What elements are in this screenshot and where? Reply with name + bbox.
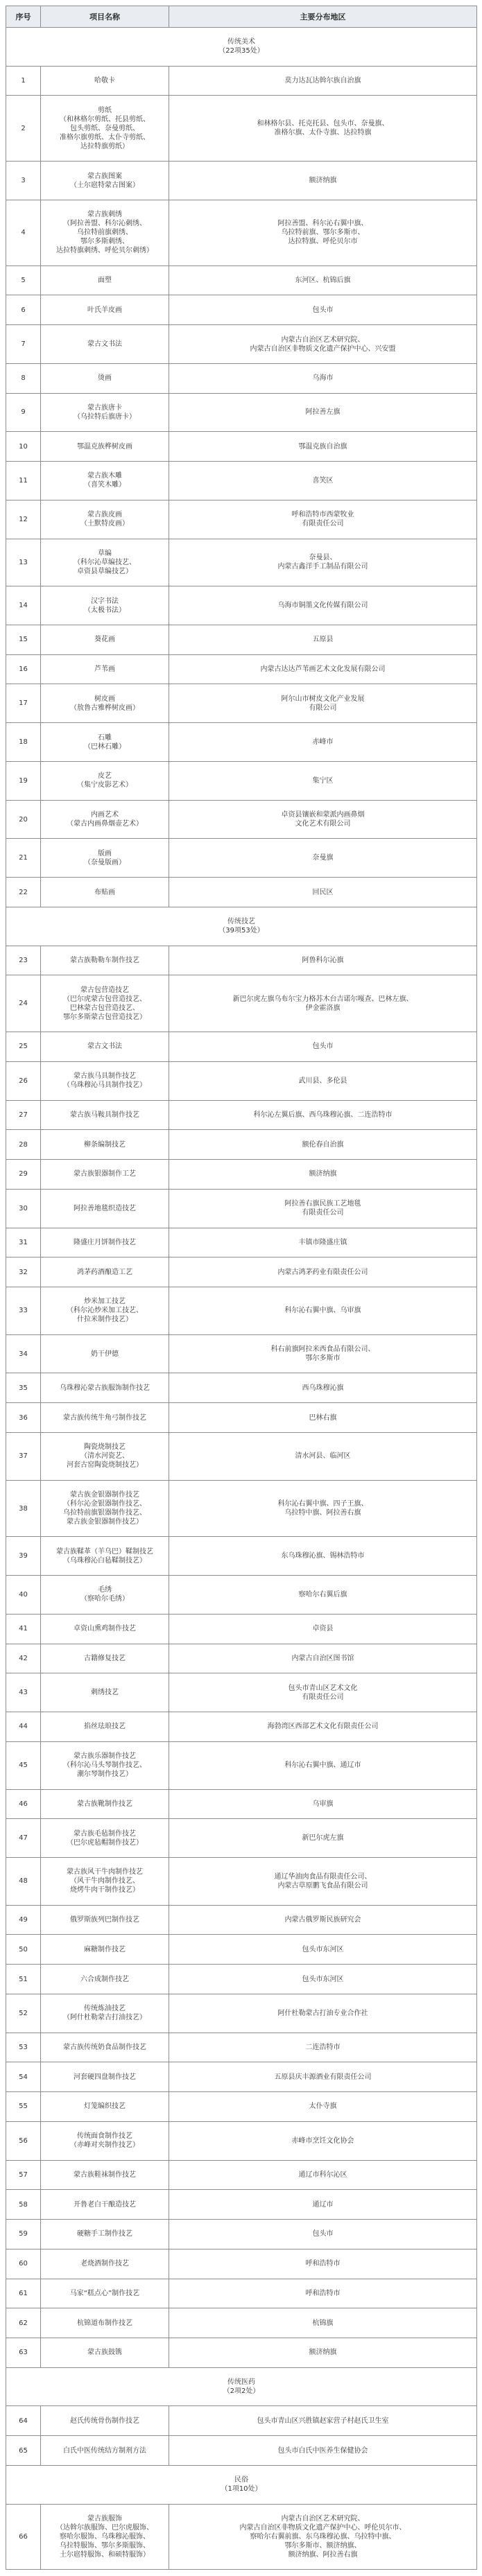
table-row (6, 2190, 477, 2220)
table-row (6, 1857, 477, 1905)
item-name: 蒙古族银器制作工艺 (41, 1160, 169, 1190)
category-name: 传统美术 (227, 38, 255, 46)
item-name: 毛绣 （察哈尔毛绣） (41, 1576, 169, 1615)
distribution-area: 察哈尔右翼后旗 (169, 1576, 477, 1615)
item-number: 28 (6, 1130, 41, 1160)
item-name: 蒙古族靴制作技艺 (41, 1789, 169, 1819)
distribution-area: 内蒙古自治区艺术研究院、 内蒙古自治区非物质文化遗产保护中心、呼伦贝尔市、 察哈尔右翼前旗、东乌珠穆沁旗、乌拉特中旗、 鄂尔多斯市、额济纳旗、 额济纳旗、阿拉善右旗 (169, 2504, 477, 2570)
distribution-area: 通辽华油肉食品有限责任公司、 内蒙古草原鹏飞食品有限公司 (169, 1857, 477, 1905)
item-number: 10 (6, 432, 41, 462)
item-name: 蒙古族鞋袜制作技艺 (41, 2160, 169, 2190)
item-number: 9 (6, 393, 41, 432)
item-number: 59 (6, 2220, 41, 2249)
item-name: 蒙古族图案 （土尔扈特蒙古图案） (41, 162, 169, 200)
item-number: 6 (6, 295, 41, 325)
item-number: 36 (6, 1403, 41, 1433)
distribution-area: 奈曼旗 (169, 839, 477, 878)
item-number: 29 (6, 1160, 41, 1190)
item-name: 刺绣技艺 (41, 1673, 169, 1712)
table-row (6, 1257, 477, 1287)
item-number: 64 (6, 2406, 41, 2436)
item-number: 60 (6, 2249, 41, 2279)
item-name: 树皮画 （敖鲁古雅桦树皮画） (41, 684, 169, 723)
category-name: 传统技艺 (227, 918, 255, 926)
table-row (6, 2062, 477, 2092)
item-number: 35 (6, 1373, 41, 1403)
header-row (6, 6, 477, 28)
item-number: 24 (6, 975, 41, 1032)
distribution-area: 喜笑区 (169, 462, 477, 501)
item-number: 20 (6, 800, 41, 839)
table-row (6, 1032, 477, 1062)
distribution-area: 额济纳旗 (169, 162, 477, 200)
item-number: 54 (6, 2062, 41, 2092)
table-header (6, 6, 477, 28)
item-name: 皮艺 （集宁皮影艺术） (41, 761, 169, 800)
table-row (6, 2220, 477, 2249)
distribution-area: 包头市白氏中医养生保健协会 (169, 2436, 477, 2466)
table-row (6, 1432, 477, 1480)
item-number: 21 (6, 839, 41, 878)
item-name: 蒙古族风干牛肉制作技艺 （风干牛肉制作技艺、 烧烤牛肉干制作技艺） (41, 1857, 169, 1905)
item-name: 烫画 (41, 363, 169, 393)
category-cell (6, 2465, 477, 2504)
item-name: 汉字书法 （太极书法） (41, 586, 169, 625)
item-name: 蒙古族鼓镌 (41, 2338, 169, 2368)
distribution-area: 新巴尔虎左旗 (169, 1819, 477, 1858)
distribution-area: 莫力达瓦达斡尔族自治旗 (169, 66, 477, 96)
item-name: 蒙古族马鞍具制作技艺 (41, 1100, 169, 1130)
item-number: 27 (6, 1100, 41, 1130)
distribution-area: 包头市青山区艺术文化 有限责任公司 (169, 1673, 477, 1712)
item-name: 面塑 (41, 266, 169, 295)
item-number: 25 (6, 1032, 41, 1062)
table-row (6, 2160, 477, 2190)
distribution-area: 内蒙古达达芦苇画艺术文化发展有限公司 (169, 654, 477, 684)
item-name: 鸿茅药酒酿造工艺 (41, 1257, 169, 1287)
item-number: 30 (6, 1189, 41, 1228)
item-number: 44 (6, 1712, 41, 1742)
item-number: 23 (6, 946, 41, 975)
item-number: 12 (6, 500, 41, 539)
item-name: 叶氏羊皮画 (41, 295, 169, 325)
item-number: 11 (6, 462, 41, 501)
category-row (6, 28, 477, 67)
distribution-area: 阿拉善左旗 (169, 393, 477, 432)
item-number: 16 (6, 654, 41, 684)
item-name: 蒙古族刺绣 （阿拉善盟、科尔沁刺绣、 乌拉特前旗刺绣、 鄂尔多斯刺绣、 达拉特旗刺绣、呼伦贝尔刺绣） (41, 200, 169, 266)
distribution-area: 乌海市铜墨文化传媒有限公司 (169, 586, 477, 625)
item-number: 45 (6, 1741, 41, 1789)
item-number: 19 (6, 761, 41, 800)
distribution-area: 杭锦旗 (169, 2308, 477, 2338)
table-row (6, 325, 477, 364)
item-name: 白氏中医传统结方制剂方法 (41, 2436, 169, 2466)
distribution-area: 呼和浩特市 (169, 2249, 477, 2279)
distribution-area: 巴林右旗 (169, 1403, 477, 1433)
category-cell (6, 907, 477, 946)
table-row (6, 1819, 477, 1858)
item-name: 开鲁老白干酿造技艺 (41, 2190, 169, 2220)
table-row (6, 539, 477, 586)
category-name: 民俗 (234, 2476, 248, 2484)
table-row (6, 2308, 477, 2338)
table-row (6, 1905, 477, 1935)
item-name: 蒙古族勒勒车制作技艺 (41, 946, 169, 975)
table-row (6, 1334, 477, 1373)
table-row (6, 975, 477, 1032)
item-number: 18 (6, 723, 41, 762)
item-name: 隆盛庄月饼制作技艺 (41, 1228, 169, 1257)
item-name: 蒙古族毛毡制作技艺 （巴尔虎毡帽制作技艺） (41, 1819, 169, 1858)
table-row (6, 1673, 477, 1712)
table-row (6, 586, 477, 625)
category-row (6, 2367, 477, 2406)
table-row (6, 1994, 477, 2033)
table-row (6, 1576, 477, 1615)
table-row (6, 761, 477, 800)
distribution-area: 鄂温克族自治旗 (169, 432, 477, 462)
item-name: 蒙古族皮画 （土默特皮画） (41, 500, 169, 539)
table-row (6, 625, 477, 655)
distribution-area: 阿尔山市树皮文化产业发展 有限公司 (169, 684, 477, 723)
distribution-area: 东乌珠穆沁旗、锡林浩特市 (169, 1537, 477, 1576)
item-number: 39 (6, 1537, 41, 1576)
item-number: 38 (6, 1480, 41, 1537)
item-name: 草编 （科尔沁草编技艺、 卓资县草编技艺） (41, 539, 169, 586)
table-row (6, 200, 477, 266)
distribution-area: 西乌珠穆沁旗 (169, 1373, 477, 1403)
table-row (6, 878, 477, 907)
item-name: 六合成制作技艺 (41, 1965, 169, 1994)
table-row (6, 1403, 477, 1433)
item-name: 蒙古族木雕 （喜笑木雕） (41, 462, 169, 501)
distribution-area: 海勃湾区西部艺术文化有限责任公司 (169, 1712, 477, 1742)
distribution-area: 武川县、多伦县 (169, 1061, 477, 1100)
table-row (6, 295, 477, 325)
item-number: 53 (6, 2033, 41, 2062)
category-row (6, 2465, 477, 2504)
item-name: 河套硬四盘制作技艺 (41, 2062, 169, 2092)
table-row (6, 1480, 477, 1537)
item-name: 内画艺术 （蒙古内画鼻烟壶艺术） (41, 800, 169, 839)
table-row (6, 1189, 477, 1228)
distribution-area: 包头市东河区 (169, 1965, 477, 1994)
item-name: 古籍修复技艺 (41, 1644, 169, 1673)
table-row (6, 1130, 477, 1160)
table-row (6, 363, 477, 393)
item-number: 5 (6, 266, 41, 295)
item-name: 灯笼编织技艺 (41, 2092, 169, 2122)
item-number: 66 (6, 2504, 41, 2570)
table-row (6, 2436, 477, 2466)
item-name: 蒙古包营造技艺 （巴尔虎蒙古包营造技艺、 巴林蒙古包营造技艺、 鄂尔多斯蒙古包营造技艺） (41, 975, 169, 1032)
table-row (6, 2033, 477, 2062)
table-row (6, 2406, 477, 2436)
distribution-area: 阿拉善盟、科尔沁右翼中旗、 乌拉特前旗、鄂尔多斯市、 达拉特旗、呼伦贝尔市 (169, 200, 477, 266)
distribution-area: 丰镇市隆盛庄镇 (169, 1228, 477, 1257)
item-name: 蒙古族服饰 （达斡尔族服饰、巴尔虎服饰、 察哈尔服饰、乌珠穆沁服饰、 乌拉特服饰、鄂尔多斯服饰、 土尔扈特服饰、和硕特服饰） (41, 2504, 169, 2570)
table-row (6, 723, 477, 762)
distribution-area: 赤峰市烹饪文化协会 (169, 2121, 477, 2160)
distribution-area: 卓资县 (169, 1614, 477, 1644)
item-number: 43 (6, 1673, 41, 1712)
distribution-area: 奈曼县、 内蒙古鑫洋手工制品有限公司 (169, 539, 477, 586)
item-name: 赵氏传统骨伤制作技艺 (41, 2406, 169, 2436)
item-number: 33 (6, 1287, 41, 1334)
table-row (6, 1160, 477, 1190)
item-number: 31 (6, 1228, 41, 1257)
table-row (6, 96, 477, 162)
category-count: （39项53处） (218, 927, 264, 935)
heritage-table (6, 6, 477, 2570)
table-row (6, 800, 477, 839)
item-name: 掐丝珐琅技艺 (41, 1712, 169, 1742)
table-row (6, 66, 477, 96)
distribution-area: 集宁区 (169, 761, 477, 800)
item-name: 芦苇画 (41, 654, 169, 684)
item-name: 葵花画 (41, 625, 169, 655)
table-row (6, 1061, 477, 1100)
distribution-area: 包头市东河区 (169, 1935, 477, 1965)
item-number: 62 (6, 2308, 41, 2338)
table-row (6, 162, 477, 200)
distribution-area: 二连浩特市 (169, 2033, 477, 2062)
header-name: 项目名称 (41, 6, 169, 28)
item-name: 奶干伊德 (41, 1334, 169, 1373)
item-number: 50 (6, 1935, 41, 1965)
distribution-area: 呼和浩特市西蒙牧业 有限责任公司 (169, 500, 477, 539)
item-name: 石雕 （巴林石雕） (41, 723, 169, 762)
item-number: 63 (6, 2338, 41, 2368)
distribution-area: 清水河县、临河区 (169, 1432, 477, 1480)
item-name: 剪纸 （和林格尔剪纸、托县剪纸、 包头剪纸、奈曼剪纸、 准格尔旗剪纸、太仆寺剪纸、 达拉特旗剪纸） (41, 96, 169, 162)
table-row (6, 2338, 477, 2368)
distribution-area: 乌审旗 (169, 1789, 477, 1819)
distribution-area: 包头市 (169, 295, 477, 325)
distribution-area: 新巴尔虎左旗乌布尔宝力格苏木台吉诺尔嘎查、巴林左旗、 伊金霍洛旗 (169, 975, 477, 1032)
item-number: 61 (6, 2279, 41, 2308)
item-number: 8 (6, 363, 41, 393)
item-number: 17 (6, 684, 41, 723)
item-number: 41 (6, 1614, 41, 1644)
distribution-area: 内蒙古鸿茅药业有限责任公司 (169, 1257, 477, 1287)
distribution-area: 阿拉善右旗民族工艺地毯 有限责任公司 (169, 1189, 477, 1228)
item-number: 37 (6, 1432, 41, 1480)
table-row (6, 1712, 477, 1742)
item-name: 蒙古族乐器制作技艺 （科尔沁马头琴制作技艺、 潮尔琴制作技艺） (41, 1741, 169, 1789)
table-row (6, 1741, 477, 1789)
distribution-area: 内蒙古自治区图书馆 (169, 1644, 477, 1673)
category-count: （1项10处） (221, 2485, 262, 2494)
item-name: 麻糖制作技艺 (41, 1935, 169, 1965)
table-row (6, 462, 477, 501)
item-name: 蒙古族鞣革（羊乌巴）鞣制技艺 （乌珠穆沁白毡鞣制技艺） (41, 1537, 169, 1576)
item-number: 48 (6, 1857, 41, 1905)
item-name: 蒙古族唐卡 （乌拉特后旗唐卡） (41, 393, 169, 432)
table-row (6, 393, 477, 432)
table-row (6, 266, 477, 295)
item-number: 55 (6, 2092, 41, 2122)
item-number: 65 (6, 2436, 41, 2466)
item-number: 7 (6, 325, 41, 364)
table-row (6, 1935, 477, 1965)
item-name: 阿拉善地毯织造技艺 (41, 1189, 169, 1228)
item-number: 57 (6, 2160, 41, 2190)
distribution-area: 呼和浩特市 (169, 2279, 477, 2308)
item-number: 51 (6, 1965, 41, 1994)
distribution-area: 包头市 (169, 1032, 477, 1062)
item-number: 42 (6, 1644, 41, 1673)
item-name: 硬糖手工制作技艺 (41, 2220, 169, 2249)
table-row (6, 432, 477, 462)
distribution-area: 包头市 (169, 2220, 477, 2249)
item-number: 32 (6, 1257, 41, 1287)
item-name: 马家“糕点心”制作技艺 (41, 2279, 169, 2308)
item-name: 蒙古族马具制作技艺 （乌珠穆沁马具制作技艺） (41, 1061, 169, 1100)
distribution-area: 五原县庆丰源酒业有限责任公司 (169, 2062, 477, 2092)
item-name: 蒙古文书法 (41, 325, 169, 364)
table-row (6, 1537, 477, 1576)
item-name: 俄罗斯族列巴制作技艺 (41, 1905, 169, 1935)
item-number: 40 (6, 1576, 41, 1615)
distribution-area: 卓资县镶嵌和蒙派内画鼻烟 文化艺术有限公司 (169, 800, 477, 839)
category-name: 传统医药 (227, 2378, 255, 2387)
item-name: 蒙古族金银器制作技艺 （科尔沁金银器制作技艺、 乌拉特前旗银器制作技艺、 蒙古族金银器制作技艺） (41, 1480, 169, 1537)
distribution-area: 太仆寺旗 (169, 2092, 477, 2122)
table-row (6, 1228, 477, 1257)
item-number: 3 (6, 162, 41, 200)
distribution-area: 通辽市 (169, 2190, 477, 2220)
item-number: 58 (6, 2190, 41, 2220)
distribution-area: 包头市青山区兴胜镇赵家营子村赵氏卫生室 (169, 2406, 477, 2436)
item-name: 蒙古族传统奶食品制作技艺 (41, 2033, 169, 2062)
distribution-area: 科尔沁右翼中旗、乌审旗 (169, 1287, 477, 1334)
item-name: 传统面食制作技艺 （赤峰对夹制作技艺） (41, 2121, 169, 2160)
table-row (6, 2504, 477, 2570)
distribution-area: 内蒙古俄罗斯民族研究会 (169, 1905, 477, 1935)
table-row (6, 1789, 477, 1819)
distribution-area: 阿什杜勒蒙古打油专业合作社 (169, 1994, 477, 2033)
distribution-area: 科尔沁右翼中旗、四子王旗、 乌拉特中旗、阿拉善右旗 (169, 1480, 477, 1537)
table-row (6, 2279, 477, 2308)
item-name: 老烧酒制作技艺 (41, 2249, 169, 2279)
item-name: 传统炼油技艺 （阿什杜勒蒙古打油技艺） (41, 1994, 169, 2033)
item-number: 34 (6, 1334, 41, 1373)
distribution-area: 科右前旗阿拉米西食品有限公司、 鄂尔多斯市 (169, 1334, 477, 1373)
item-number: 15 (6, 625, 41, 655)
distribution-area: 额济纳旗 (169, 1160, 477, 1190)
category-count: （22项35处） (218, 47, 264, 55)
distribution-area: 回民区 (169, 878, 477, 907)
table-row (6, 2121, 477, 2160)
table-row (6, 684, 477, 723)
item-name: 卓资山熏鸡制作技艺 (41, 1614, 169, 1644)
distribution-area: 和林格尔县、托克托县、包头市、奈曼旗、 准格尔旗、太仆寺旗、达拉特旗 (169, 96, 477, 162)
distribution-area: 赤峰市 (169, 723, 477, 762)
distribution-area: 东河区、杭锦后旗 (169, 266, 477, 295)
item-name: 柳条编制技艺 (41, 1130, 169, 1160)
item-name: 蒙古族传统牛角弓制作技艺 (41, 1403, 169, 1433)
item-number: 56 (6, 2121, 41, 2160)
item-name: 炒米加工技艺 （科尔沁炒米加工技艺、 什拉米制作技艺） (41, 1287, 169, 1334)
item-number: 13 (6, 539, 41, 586)
table-row (6, 1287, 477, 1334)
item-name: 版画 （奈曼版画） (41, 839, 169, 878)
item-number: 22 (6, 878, 41, 907)
table-row (6, 1373, 477, 1403)
item-number: 47 (6, 1819, 41, 1858)
table-row (6, 654, 477, 684)
item-name: 杭锦道布制作技艺 (41, 2308, 169, 2338)
distribution-area: 五原县 (169, 625, 477, 655)
category-row (6, 907, 477, 946)
item-name: 鄂温克族桦树皮画 (41, 432, 169, 462)
item-number: 52 (6, 1994, 41, 2033)
item-number: 49 (6, 1905, 41, 1935)
item-number: 26 (6, 1061, 41, 1100)
distribution-area: 科尔沁左翼后旗、西乌珠穆沁旗、二连浩特市 (169, 1100, 477, 1130)
item-number: 4 (6, 200, 41, 266)
table-row (6, 1100, 477, 1130)
table-row (6, 1965, 477, 1994)
item-number: 1 (6, 66, 41, 96)
item-number: 46 (6, 1789, 41, 1819)
distribution-area: 通辽市科尔沁区 (169, 2160, 477, 2190)
item-name: 哈敬卡 (41, 66, 169, 96)
header-num: 序号 (6, 6, 41, 28)
table-row (6, 1644, 477, 1673)
distribution-area: 科尔沁右翼中旗、通辽市 (169, 1741, 477, 1789)
item-name: 布贴画 (41, 878, 169, 907)
table-row (6, 2249, 477, 2279)
table-row (6, 500, 477, 539)
table-row (6, 839, 477, 878)
distribution-area: 乌海市 (169, 363, 477, 393)
header-area: 主要分布地区 (169, 6, 477, 28)
table-body (6, 28, 477, 2570)
distribution-area: 额伦春自治旗 (169, 1130, 477, 1160)
distribution-area: 内蒙古自治区艺术研究院、 内蒙古自治区非物质文化遗产保护中心、兴安盟 (169, 325, 477, 364)
table-row (6, 946, 477, 975)
item-name: 乌珠穆沁蒙古族服饰制作技艺 (41, 1373, 169, 1403)
item-number: 14 (6, 586, 41, 625)
item-name: 陶瓷烧制技艺 （清水河瓷艺、 河套古窑陶瓷烧制技艺） (41, 1432, 169, 1480)
table-row (6, 2092, 477, 2122)
item-number: 2 (6, 96, 41, 162)
distribution-area: 阿鲁科尔沁旗 (169, 946, 477, 975)
item-name: 蒙古文书法 (41, 1032, 169, 1062)
category-cell (6, 28, 477, 67)
category-cell (6, 2367, 477, 2406)
distribution-area: 额济纳旗 (169, 2338, 477, 2368)
category-count: （2项2处） (223, 2387, 260, 2396)
table-row (6, 1614, 477, 1644)
